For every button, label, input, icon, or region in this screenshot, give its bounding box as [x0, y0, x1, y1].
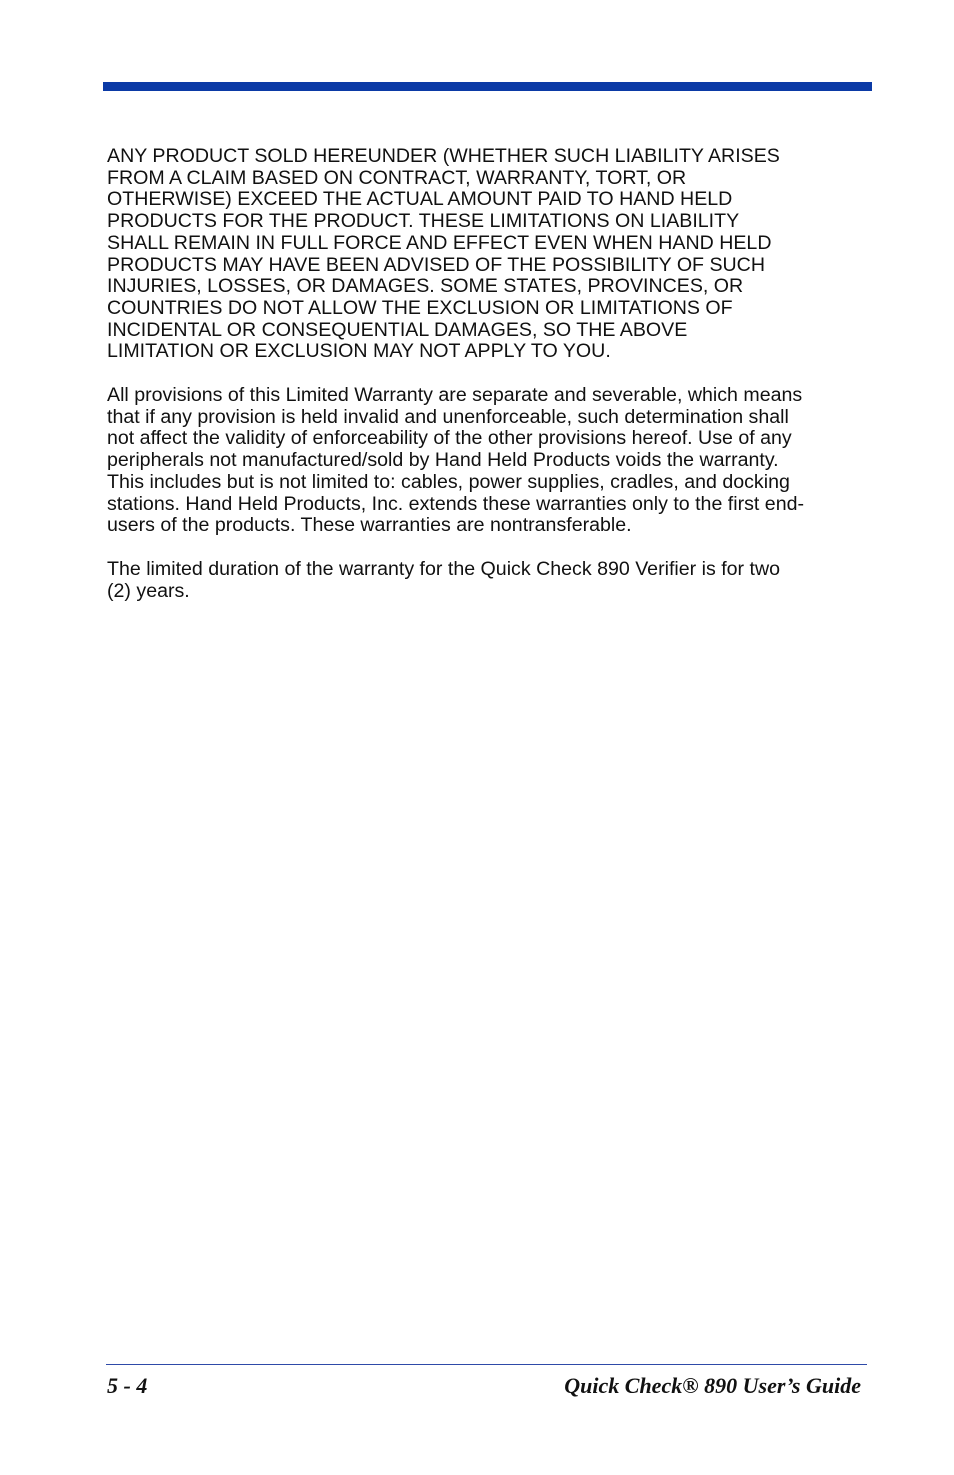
page-number: 5 - 4: [107, 1373, 148, 1398]
page-body: [107, 146, 875, 624]
guide-title: Quick Check® 890 User’s Guide: [564, 1373, 861, 1398]
footer-rule: [106, 1364, 867, 1365]
paragraph-warranty-duration: The limited duration of the warranty for the Quick Check 890 Verifier is for two (2) years.: [107, 557, 781, 602]
paragraph-liability-limitation: ANY PRODUCT SOLD HEREUNDER (WHETHER SUCH LIABILITY ARISES FROM A CLAIM BASED ON CONTRACT, WARRANTY, TORT, OR OTHERWISE) EXCEED THE ACTUAL AMOUNT PAID TO HAND HELD PRODUCTS FOR THE PRODUCT. THESE LIMITATIONS ON LIABILITY SHALL REMAIN IN FULL FORCE AND EFFECT EVEN WHEN HAND HELD PRODUCTS MAY HAVE BEEN ADVISED OF THE POSSIBILITY OF SUCH INJURIES, LOSSES, OR DAMAGES. SOME STATES, PROVINCES, OR COUNTRIES DO NOT ALLOW THE EXCLUSION OR LIMITATIONS OF INCIDENTAL OR CONSEQUENTIAL DAMAGES, SO THE ABOVE LIMITATION OR EXCLUSION MAY NOT APPLY TO YOU.: [107, 145, 780, 363]
paragraph-severability: All provisions of this Limited Warranty are separate and severable, which means that if any provision is held invalid and unenforceable, such determination shall not affect the validity of enforceability of the other provisions hereof. Use of any peripherals not manufactured/sold by Hand Held Products voids the warranty. This includes but is not limited to: cables, power supplies, cradles, and docking stations. Hand Held Products, Inc. extends these warranties only to the first end- users of the products. These warranties are nontransferable.: [107, 384, 805, 537]
header-bar: [103, 82, 872, 91]
